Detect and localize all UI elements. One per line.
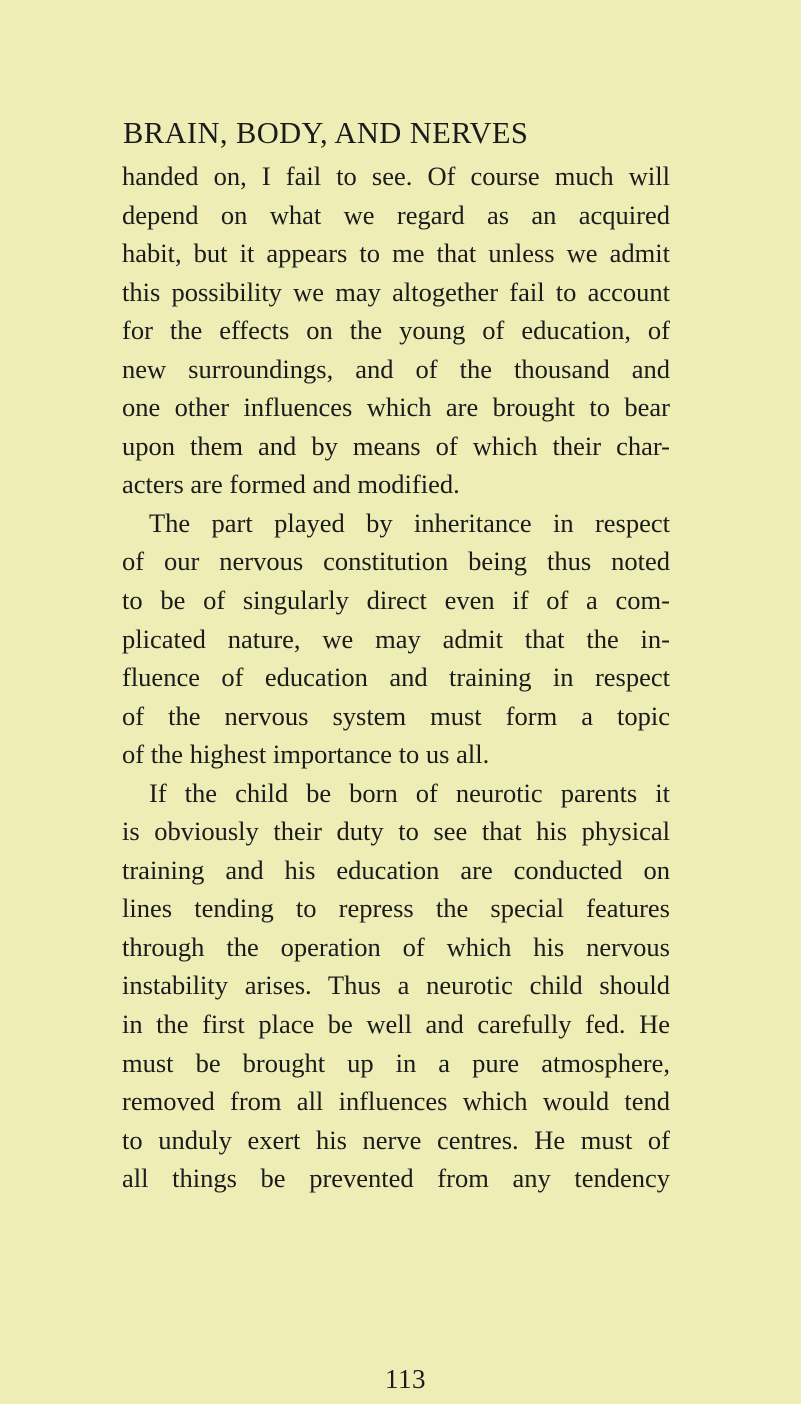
text-line: If the child be born of neurotic parents it [149,777,670,808]
paragraph [122,774,670,1198]
text-line: habit, but it appears to me that unless we admit [122,238,670,269]
text-line: for the effects on the young of education, of [122,315,670,346]
text-line: acters are formed and modified. [122,469,460,500]
text-line: upon them and by means of which their char- [122,430,670,461]
running-head: BRAIN, BODY, AND NERVES [123,116,529,150]
text-line: removed from all influences which would tend [122,1086,670,1117]
paragraph [122,157,670,504]
text-line: plicated nature, we may admit that the in- [122,623,670,654]
book-page [123,112,670,1198]
text-line: of the nervous system must form a topic [122,700,670,731]
text-line: instability arises. Thus a neurotic child should [122,970,670,1001]
text-line: The part played by inheritance in respect [149,507,670,538]
text-line: of the highest importance to us all. [122,739,490,770]
text-line: new surroundings, and of the thousand and [122,353,670,384]
text-line: through the operation of which his nervous [122,931,670,962]
text-line: in the first place be well and carefully fed. He [122,1009,670,1040]
paragraph [122,504,670,774]
text-line: this possibility we may altogether fail to account [122,276,670,307]
text-line: one other influences which are brought to bear [122,392,670,423]
text-line: lines tending to repress the special features [122,893,670,924]
page-number: 113 [385,1364,426,1394]
text-line: of our nervous constitution being thus noted [122,546,670,577]
text-line: handed on, I fail to see. Of course much will [122,161,670,191]
text-line: depend on what we regard as an acquired [122,199,670,230]
text-line: to be of singularly direct even if of a com- [122,585,670,616]
text-line: fluence of education and training in respect [122,662,670,693]
text-line: to unduly exert his nerve centres. He must of [122,1124,670,1155]
text-line: training and his education are conducted on [122,854,670,885]
body-text [122,157,670,1198]
text-line: must be brought up in a pure atmosphere, [122,1047,670,1078]
text-line: is obviously their duty to see that his physical [122,816,670,847]
text-line: all things be prevented from any tendency [122,1163,670,1194]
